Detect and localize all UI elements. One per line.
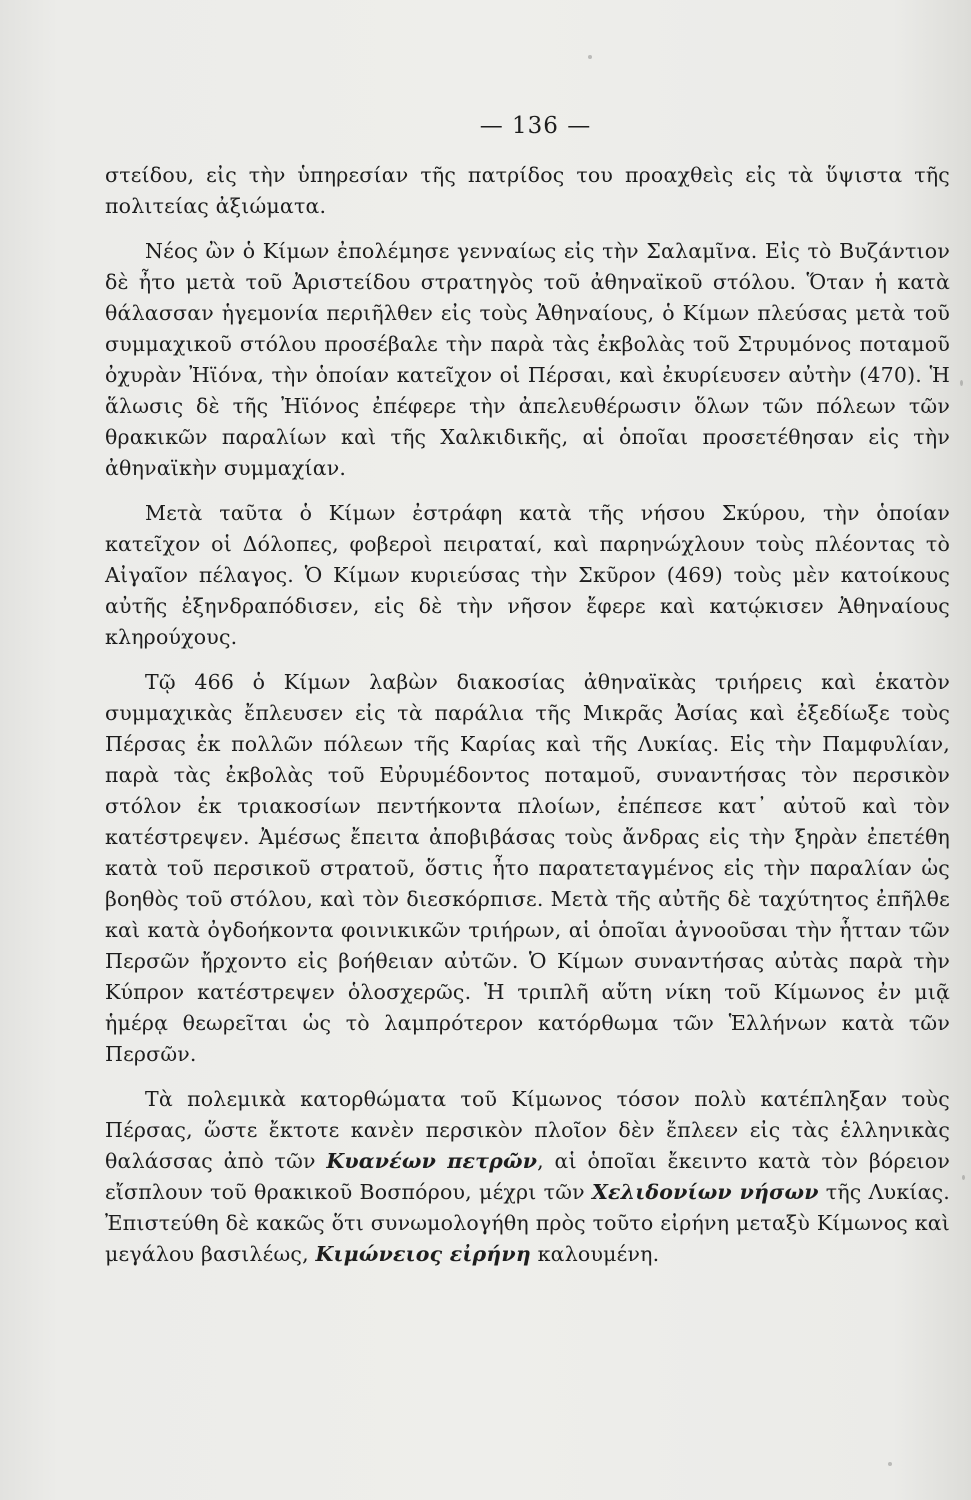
text-segment: τῆς Λυκίας. Ἐπιστεύθη δὲ κακῶς ὅτι συνωμολογήθη πρὸς τοῦτο εἰρήνη μεταξὺ Κίμωνος καὶ μεγάλου βασιλέως, <box>105 1180 951 1266</box>
emphasized-place-name: Χελιδονίων νήσων <box>591 1180 819 1204</box>
text-segment: καλουμένη. <box>530 1242 660 1266</box>
body-text <box>105 160 950 1284</box>
page-number: — 136 — <box>479 113 592 139</box>
text-segment: Νέος ὢν ὁ Κίμων ἐπολέμησε γενναίως εἰς τὴν Σαλαμῖνα. Εἰς τὸ Βυζάντιον δὲ ἦτο μετὰ τοῦ Ἀριστείδου στρατηγὸς τοῦ ἀθηναϊκοῦ στόλου. Ὅταν ἡ κατὰ θάλασσαν ἡγεμονία περιῆλθεν εἰς τοὺς Ἀθηναίους, ὁ Κίμων πλεύσας μετὰ τοῦ συμμαχικοῦ στόλου προσέβαλε τὴν παρὰ τὰς ἐκβολὰς τοῦ Στρυμόνος ποταμοῦ ὀχυρὰν Ἠϊόνα, τὴν ὁποίαν κατεῖχον οἱ Πέρσαι, καὶ ἐκυρίευσεν αὐτὴν (470). Ἡ ἅλωσις δὲ τῆς Ἠϊόνος ἐπέφερε τὴν ἀπελευθέρωσιν ὅλων τῶν πόλεων τῶν θρακικῶν παραλίων καὶ τῆς Χαλκιδικῆς, αἱ ὁποῖαι προσετέθησαν εἰς τὴν ἀθηναϊκὴν συμμαχίαν. <box>105 239 950 480</box>
text-segment: Μετὰ ταῦτα ὁ Κίμων ἐστράφη κατὰ τῆς νήσου Σκύρου, τὴν ὁποίαν κατεῖχον οἱ Δόλοπες, φοβεροὶ πειραταί, καὶ παρηνώχλουν τοὺς πλέοντας τὸ Αἰγαῖον πέλαγος. Ὁ Κίμων κυριεύσας τὴν Σκῦρον (469) τοὺς μὲν κατοίκους αὐτῆς ἐξηνδραπόδισεν, εἰς δὲ τὴν νῆσον ἔφερε καὶ κατῴκισεν Ἀθηναίους κληρούχους. <box>105 501 950 649</box>
paragraph-4 <box>105 667 950 1070</box>
paper-speck <box>888 1462 892 1466</box>
emphasized-place-name: Κυανέων πετρῶν <box>326 1149 538 1173</box>
paragraph-5 <box>105 1084 950 1270</box>
text-segment: Τὰ πολεμικὰ κατορθώματα τοῦ Κίμωνος τόσον πολὺ κατέπληξαν τοὺς Πέρσας, ὥστε ἔκτοτε κανὲν περσικὸν πλοῖον δὲν ἔπλεεν εἰς τὰς ἑλληνικὰς θαλάσσας ἀπὸ τῶν <box>105 1087 950 1173</box>
text-segment: , αἱ ὁποῖαι ἔκειντο κατὰ τὸν βόρειον εἴσπλουν τοῦ θρακικοῦ Βοσπόρου, μέχρι τῶν <box>105 1149 950 1204</box>
paper-speck <box>588 55 592 59</box>
emphasized-term: Κιμώνειος εἰρήνη <box>315 1242 531 1266</box>
paper-speck <box>962 1175 965 1180</box>
paragraph-3 <box>105 498 950 653</box>
paper-speck <box>960 380 963 386</box>
paragraph-1 <box>105 160 950 222</box>
text-segment: στείδου, εἰς τὴν ὑπηρεσίαν τῆς πατρίδος του προαχθεὶς εἰς τὰ ὕψιστα τῆς πολιτείας ἀξιώματα. <box>105 163 950 218</box>
paragraph-2 <box>105 236 950 484</box>
text-segment: Τῷ 466 ὁ Κίμων λαβὼν διακοσίας ἀθηναϊκὰς τριήρεις καὶ ἑκατὸν συμμαχικὰς ἔπλευσεν εἰς τὰ παράλια τῆς Μικρᾶς Ἀσίας καὶ ἐξεδίωξε τοὺς Πέρσας ἐκ πολλῶν πόλεων τῆς Καρίας καὶ τῆς Λυκίας. Εἰς τὴν Παμφυλίαν, παρὰ τὰς ἐκβολὰς τοῦ Εὐρυμέδοντος ποταμοῦ, συναντήσας τὸν περσικὸν στόλον ἐκ τριακοσίων πεντήκοντα πλοίων, ἐπέπεσε κατ᾽ αὐτοῦ καὶ τὸν κατέστρεψεν. Ἀμέσως ἔπειτα ἀποβιβάσας τοὺς ἄνδρας εἰς τὴν ξηρὰν ἐπετέθη κατὰ τοῦ περσικοῦ στρατοῦ, ὅστις ἦτο παρατεταγμένος εἰς τὴν παραλίαν ὡς βοηθὸς τοῦ στόλου, καὶ τὸν διεσκόρπισε. Μετὰ τῆς αὐτῆς δὲ ταχύτητος ἐπῆλθε καὶ κατὰ ὀγδοήκοντα φοινικικῶν τριήρων, αἱ ὁποῖαι ἀγνοοῦσαι τὴν ἧτταν τῶν Περσῶν ἤρχοντο εἰς βοήθειαν αὐτῶν. Ὁ Κίμων συναντήσας αὐτὰς παρὰ τὴν Κύπρον κατέστρεψεν ὁλοσχερῶς. Ἡ τριπλῆ αὕτη νίκη τοῦ Κίμωνος ἐν μιᾷ ἡμέρᾳ θεωρεῖται ὡς τὸ λαμπρότερον κατόρθωμα τῶν Ἑλλήνων κατὰ τῶν Περσῶν. <box>105 670 950 1066</box>
